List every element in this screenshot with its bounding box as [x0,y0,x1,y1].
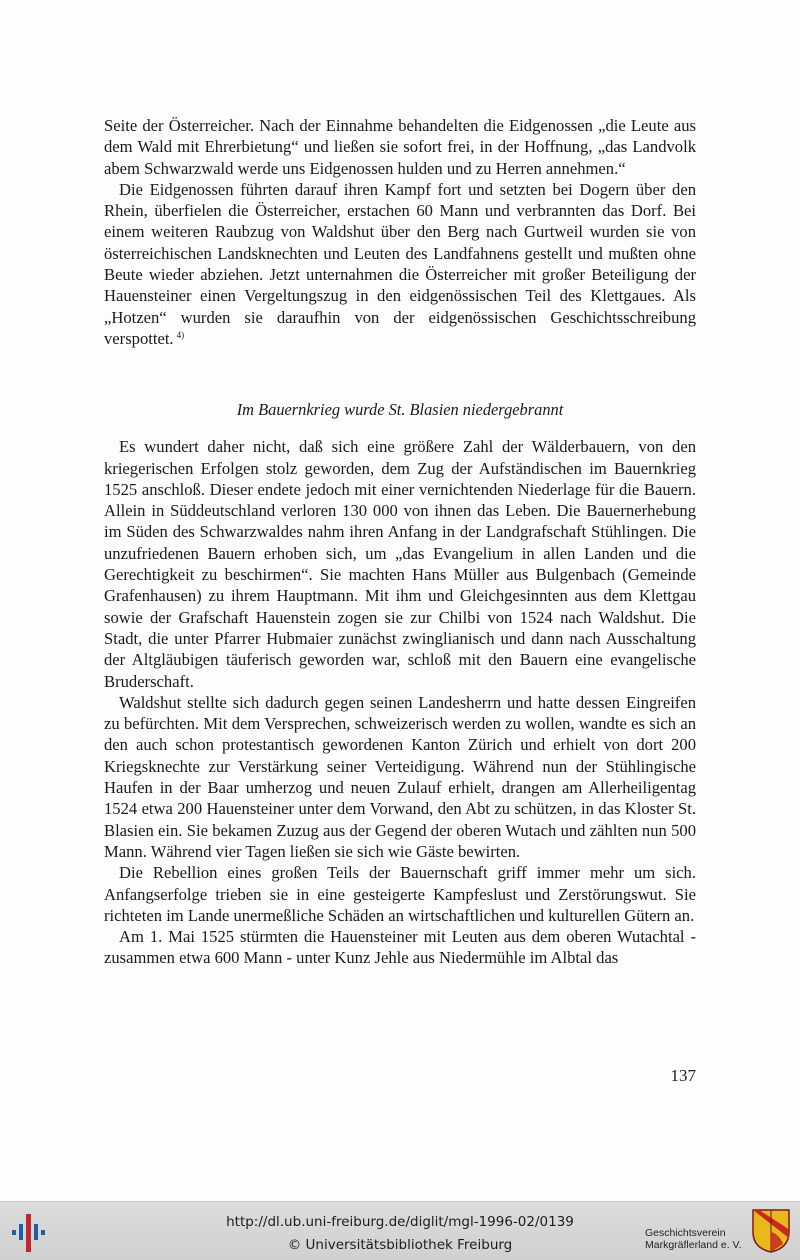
society-name-line-2: Markgräflerland e. V. [645,1239,742,1251]
paragraph-2 [104,179,696,349]
viewer-footer [0,1201,800,1260]
paragraph-2-text: Die Eidgenossen führten darauf ihren Kampf fort und setzten bei Dogern über den Rhein, überfielen die Österreicher, erstachen 60 Mann und verbrannten das Dorf. Bei einem weiteren Raubzug von Waldshut über den Berg nach Gurtweil wurden sie von österreichischen Landsknechten und Leuten des Landfahnens gestellt und mußten ohne Beute wieder abziehen. Jetzt unternahmen die Österreicher mit großer Beteiligung der Hauensteiner einen Vergeltungszug in den eidgenössischen Teil des Klettgaues. Als „Hotzen“ wurden sie daraufhin von der eidgenössischen Geschichtsschreibung verspottet. [104,179,696,348]
footnote-reference: 4) [176,329,185,340]
copyright-notice: © Universitätsbibliothek Freiburg [287,1237,513,1253]
coat-of-arms-icon [751,1208,791,1254]
body-text [104,115,696,969]
section-heading: Im Bauernkrieg wurde St. Blasien niedergebrannt [236,400,564,420]
paragraph-3: Es wundert daher nicht, daß sich eine größere Zahl der Wälderbauern, von den kriegerischen Erfolgen stolz geworden, dem Zug der Aufständischen im Bauernkrieg 1525 anschloß. Dieser endete jedoch mit einer vernichtenden Niederlage für die Bauern. Allein in Süddeutschland verloren 130 000 von ihnen das Leben. Die Bauernerhebung im Süden des Schwarzwaldes nahm ihren Anfang in der Landgrafschaft Stühlingen. Die unzufriedenen Bauern erhoben sich, um „das Evangelium in allen Landen und die Gerechtigkeit zu beschirmen“. Sie machten Hans Müller aus Bulgenbach (Gemeinde Grafenhausen) zu ihrem Hauptmann. Mit ihm und Gleichgesinnten aus dem Klettgau sowie der Grafschaft Hauenstein zogen sie zur Chilbi von 1524 nach Waldshut. Die Stadt, die unter Pfarrer Hubmaier zunächst zwinglianisch und dann nach Ausschaltung der Altgläubigen täuferisch geworden war, schloß mit den Bauern eine evangelische Bruderschaft. [104,437,696,691]
society-name [645,1227,742,1251]
page-number: 137 [670,1066,696,1085]
paragraph-6: Am 1. Mai 1525 stürmten die Hauensteiner mit Leuten aus dem oberen Wutachtal - zusammen etwa 600 Mann - unter Kunz Jehle aus Niedermühle im Albtal das [104,927,696,968]
permalink-url[interactable]: http://dl.ub.uni-freiburg.de/diglit/mgl-1996-02/0139 [226,1214,574,1230]
paragraph-1: Seite der Österreicher. Nach der Einnahme behandelten die Eidgenossen „die Leute aus dem Wald mit Ehrerbietung“ und ließen sie sofort frei, in der Hoffnung, „das Landvolk abem Schwarzwald werde uns Eidgenossen hulden und zu Herren annehmen.“ [104,116,696,178]
paragraph-4: Waldshut stellte sich dadurch gegen seinen Landesherrn und hatte dessen Eingreifen zu befürchten. Mit dem Versprechen, schweizerisch werden zu wollen, wandte es sich an den auch schon protestantisch gewordenen Kanton Zürich und erhielt von dort 200 Kriegsknechte zur Verstärkung seiner Verteidigung. Während nun der Stühlingische Haufen in der Baar umherzog und neuen Zulauf erhielt, drangen am Allerheiligentag 1524 etwa 200 Hauensteiner unter dem Vorwand, den Abt zu schützen, in das Kloster St. Blasien ein. Sie bekamen Zuzug aus der Gegend der oberen Wutach und zählten nun 500 Mann. Während vier Tagen ließen sie sich wie Gäste bewirten. [104,692,696,861]
society-name-line-1: Geschichtsverein [645,1227,726,1239]
paragraph-5: Die Rebellion eines großen Teils der Bauernschaft griff immer mehr um sich. Anfangserfolge trieben sie in eine gesteigerte Kampfeslust und Zerstörungswut. Sie richteten im Lande unermeßliche Schäden an wirtschaftlichen und kulturellen Gütern an. [104,863,696,925]
